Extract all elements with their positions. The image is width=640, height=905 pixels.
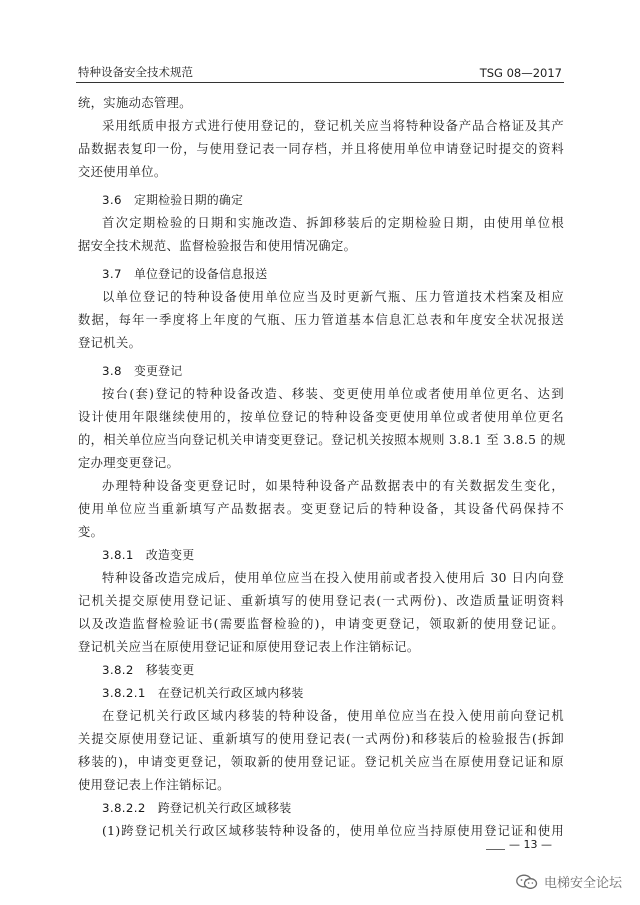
section-heading: 3.8.2 移装变更 [102,663,195,677]
text-line: 使用单位应当重新填写产品数据表。变更登记后的特种设备，其设备代码保持不 [78,502,564,516]
text-line: 按台(套)登记的特种设备改造、移装、变更使用单位或者使用单位更名、达到 [102,387,564,401]
text-line: (1)跨登记机关行政区域移装特种设备的，使用单位应当持原使用登记证和使用 [102,824,564,838]
text-line: 登记机关应当在原使用登记证和原使用登记表上作注销标记。 [78,640,420,654]
text-line: 交还使用单位。 [78,165,167,179]
watermark-text: 电梯安全论坛 [543,876,622,891]
document-body [78,92,564,843]
text-line: 数据，每年一季度将上年度的气瓶、压力管道基本信息汇总表和年度安全状况报送 [78,313,564,327]
page-header [78,60,562,80]
text-line: 移装的)，申请变更登记，领取新的使用登记证。登记机关应当在原使用登记证和原 [78,755,564,769]
text-line: 以及改造监督检验证书(需要监督检验的)，申请变更登记，领取新的使用登记证。 [78,617,564,631]
text-line: 的，相关单位应当向登记机关申请变更登记。登记机关按照本规则 3.8.1 至 3.8.5 的规 [78,433,566,447]
section-heading: 3.7 单位登记的设备信息报送 [102,267,268,281]
section-heading: 3.6 定期检验日期的确定 [102,193,244,207]
text-line: 办理特种设备变更登记时，如果特种设备产品数据表中的有关数据发生变化， [102,479,564,493]
text-line: 统，实施动态管理。 [78,96,192,110]
text-line: 关提交原使用登记证、重新填写的使用登记表(一式两份)和移装后的检验报告(拆卸 [78,732,564,746]
text-line: 采用纸质申报方式进行使用登记的，登记机关应当将特种设备产品合格证及其产 [102,119,564,133]
page-number: — 13 — [505,838,556,851]
text-line: 在登记机关行政区域内移装的特种设备，使用单位应当在投入使用前向登记机 [102,709,564,723]
wechat-icon [516,874,538,890]
header-code: TSG 08—2017 [479,66,562,80]
text-line: 据安全技术规范、监督检验报告和使用情况确定。 [78,239,357,253]
section-heading: 3.8.2.1 在登记机关行政区域内移装 [102,686,304,700]
text-line: 品数据表复印一份，与使用登记表一同存档，并且将使用单位申请登记时提交的资料 [78,142,564,156]
text-line: 使用登记表上作注销标记。 [78,778,230,792]
section-heading: 3.8.1 改造变更 [102,548,195,562]
text-line: 登记机关。 [78,336,142,350]
header-title: 特种设备安全技术规范 [78,65,193,79]
text-line: 变。 [78,525,104,539]
watermark [516,872,622,891]
section-heading: 3.8 变更登记 [102,364,183,378]
header-rule [76,82,564,83]
text-line: 记机关提交原使用登记证、重新填写的使用登记表(一式两份)、改造质量证明资料 [78,594,564,608]
text-line: 以单位登记的特种设备使用单位应当及时更新气瓶、压力管道技术档案及相应 [102,290,564,304]
text-line: 首次定期检验的日期和实施改造、拆卸移装后的定期检验日期，由使用单位根 [102,216,564,230]
text-line: 定办理变更登记。 [78,456,180,470]
text-line: 特种设备改造完成后，使用单位应当在投入使用前或者投入使用后 30 日内向登 [102,571,564,585]
text-line: 设计使用年限继续使用的，按单位登记的特种设备变更使用单位或者使用单位更名 [78,410,564,424]
section-heading: 3.8.2.2 跨登记机关行政区域移装 [102,801,292,815]
